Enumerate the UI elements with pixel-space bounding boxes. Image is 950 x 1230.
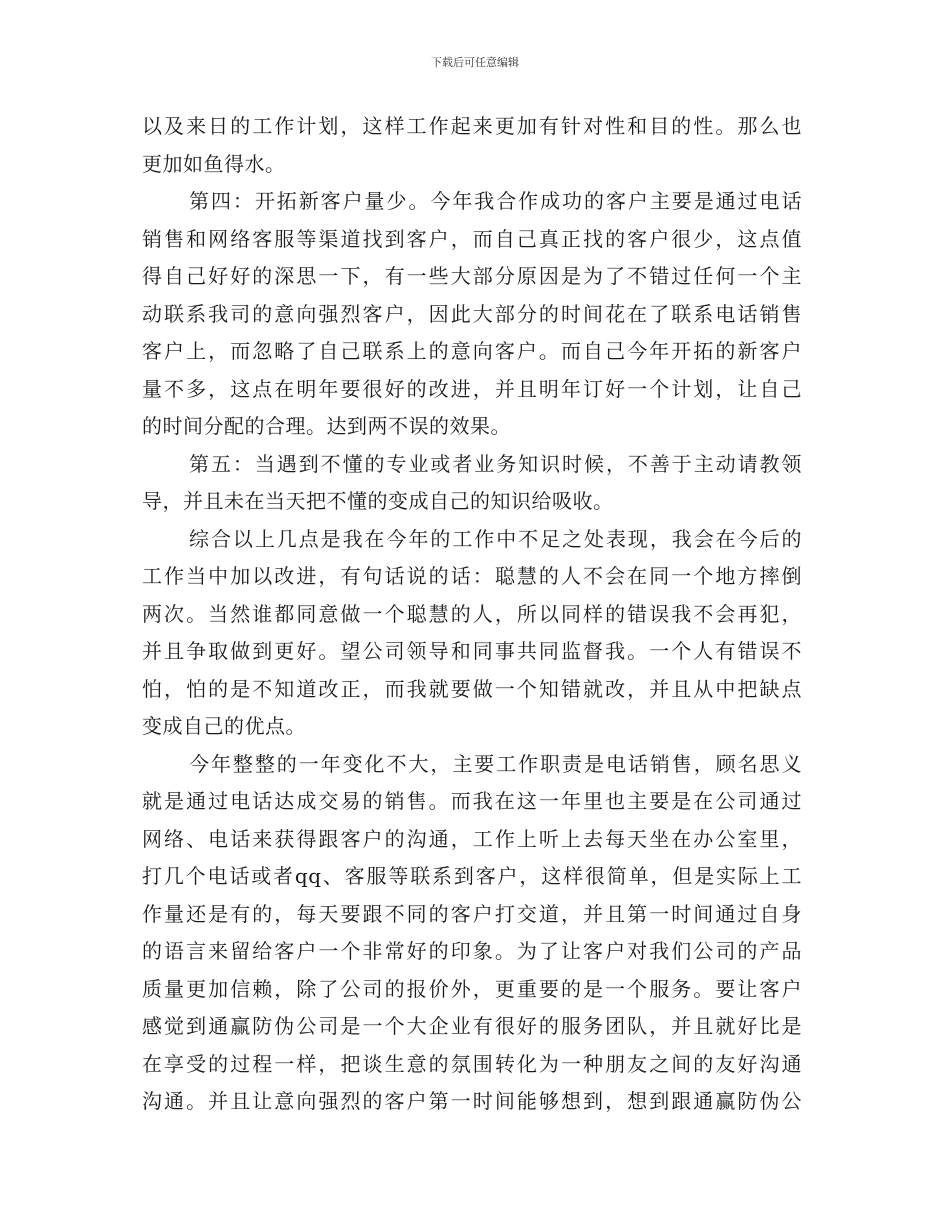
text-line: 沟通。并且让意向强烈的客户第一时间能够想到，想到跟通赢防伪公	[142, 1089, 802, 1113]
text-line: 工作当中加以改进，有句话说的话：聪慧的人不会在同一个地方摔倒	[142, 564, 802, 588]
text-line: 客户上，而忽略了自己联系上的意向客户。而自己今年开拓的新客户	[142, 339, 802, 363]
text-line: 作量还是有的，每天要跟不同的客户打交道，并且第一时间通过自身	[142, 901, 802, 926]
text-line: 打几个电话或者qq、客服等联系到客户，这样很简单，但是实际上工	[142, 864, 802, 888]
text-line: 综合以上几点是我在今年的工作中不足之处表现，我会在今后的	[189, 526, 802, 551]
text-line: 的语言来留给客户一个非常好的印象。为了让客户对我们公司的产品	[142, 939, 802, 963]
text-line: 两次。当然谁都同意做一个聪慧的人，所以同样的错误我不会再犯，	[142, 601, 802, 626]
text-line: 更加如鱼得水。	[142, 151, 286, 176]
document-body	[142, 108, 802, 1121]
text-line: 第五：当遇到不懂的专业或者业务知识时候，不善于主动请教领	[189, 451, 802, 476]
text-line: 第四：开拓新客户量少。今年我合作成功的客户主要是通过电话	[189, 189, 802, 213]
text-line: 量不多，这点在明年要很好的改进，并且明年订好一个计划，让自己	[142, 376, 802, 401]
text-line: 的时间分配的合理。达到两不误的效果。	[142, 414, 511, 438]
text-line: 以及来日的工作计划，这样工作起来更加有针对性和目的性。那么也	[142, 114, 802, 138]
text-line: 变成自己的优点。	[142, 714, 306, 738]
text-line: 动联系我司的意向强烈客户，因此大部分的时间花在了联系电话销售	[142, 301, 802, 326]
text-line: 网络、电话来获得跟客户的沟通，工作上听上去每天坐在办公室里，	[142, 826, 802, 851]
text-line: 质量更加信赖，除了公司的报价外，更重要的是一个服务。要让客户	[142, 976, 802, 1001]
text-line: 怕，怕的是不知道改正，而我就要做一个知错就改，并且从中把缺点	[142, 676, 802, 701]
text-line: 得自己好好的深思一下，有一些大部分原因是为了不错过任何一个主	[142, 264, 802, 288]
page-header: 下载后可任意编辑	[431, 56, 519, 69]
text-line: 感觉到通赢防伪公司是一个大企业有很好的服务团队，并且就好比是	[142, 1014, 802, 1038]
text-line: 就是通过电话达成交易的销售。而我在这一年里也主要是在公司通过	[142, 789, 802, 813]
text-line: 在享受的过程一样，把谈生意的氛围转化为一种朋友之间的友好沟通	[142, 1051, 802, 1076]
text-line: 并且争取做到更好。望公司领导和同事共同监督我。一个人有错误不	[142, 639, 802, 663]
text-line: 导，并且未在当天把不懂的变成自己的知识给吸收。	[142, 489, 614, 513]
text-line: 销售和网络客服等渠道找到客户，而自己真正找的客户很少，这点值	[142, 226, 802, 251]
text-line: 今年整整的一年变化不大，主要工作职责是电话销售，顾名思义	[189, 751, 802, 776]
